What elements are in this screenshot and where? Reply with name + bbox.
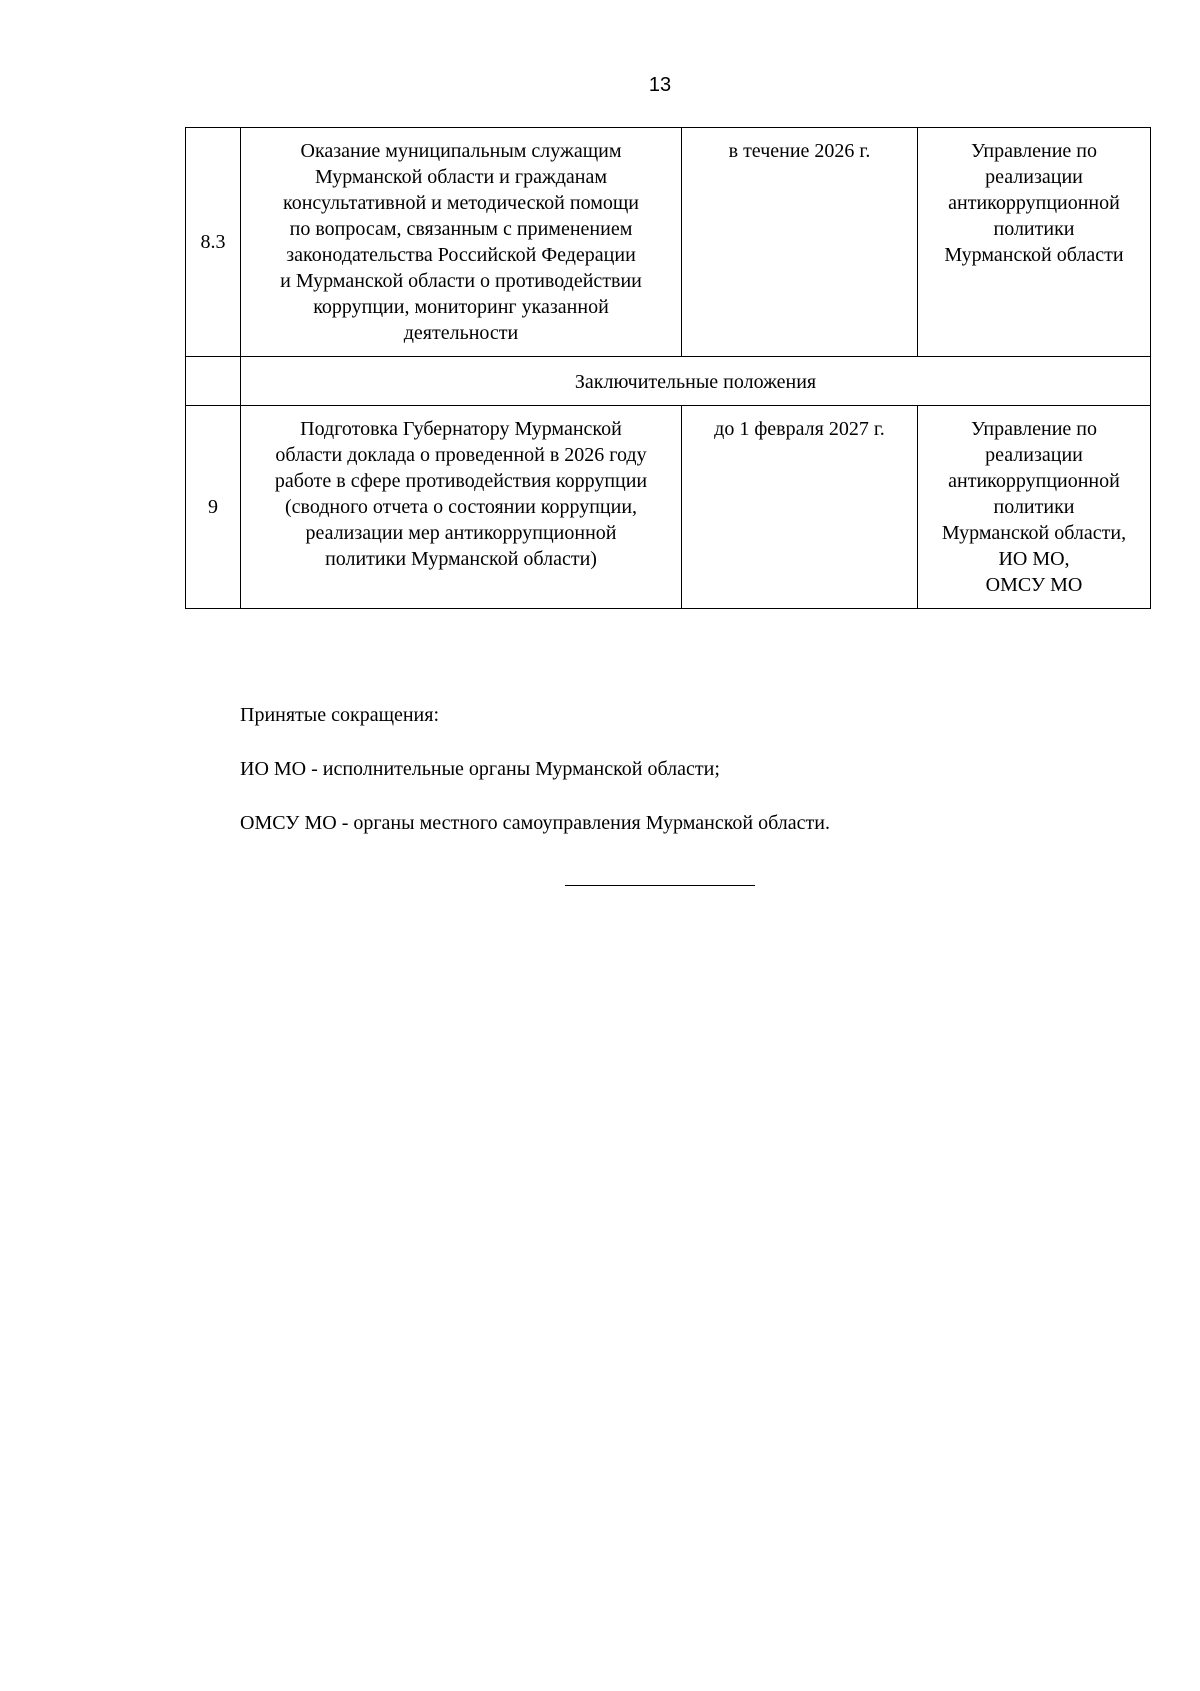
section-title: Заключительные положения	[241, 357, 1151, 406]
item-number: 9	[186, 406, 241, 609]
deadline: до 1 февраля 2027 г.	[682, 406, 918, 609]
page-number: 13	[648, 74, 672, 96]
measure-description: Подготовка Губернатору Мурманской области доклада о проведенной в 2026 году работе в сфере противодействия коррупции (сводного отчета о состоянии коррупции, реализации мер антикоррупционной политики Мурманской области)	[241, 406, 682, 609]
table-row	[186, 406, 1151, 609]
abbreviations-heading: Принятые сокращения:	[240, 704, 440, 726]
end-of-document-line	[565, 885, 755, 886]
section-row	[186, 357, 1151, 406]
action-plan-table	[185, 127, 1151, 609]
abbreviation-item: ОМСУ МО - органы местного самоуправления Мурманской области.	[240, 812, 830, 834]
abbreviation-item: ИО МО - исполнительные органы Мурманской области;	[240, 758, 720, 780]
measure-description: Оказание муниципальным служащим Мурманской области и гражданам консультативной и методической помощи по вопросам, связанным с применением законодательства Российской Федерации и Мурманской области о противодействии коррупции, мониторинг указанной деятельности	[241, 128, 682, 357]
table-row	[186, 128, 1151, 357]
responsible-party: Управление по реализации антикоррупционной политики Мурманской области, ИО МО, ОМСУ МО	[918, 406, 1151, 609]
responsible-party: Управление по реализации антикоррупционной политики Мурманской области	[918, 128, 1151, 357]
section-number-cell	[186, 357, 241, 406]
item-number: 8.3	[186, 128, 241, 357]
abbreviations-block	[240, 702, 830, 864]
deadline: в течение 2026 г.	[682, 128, 918, 357]
